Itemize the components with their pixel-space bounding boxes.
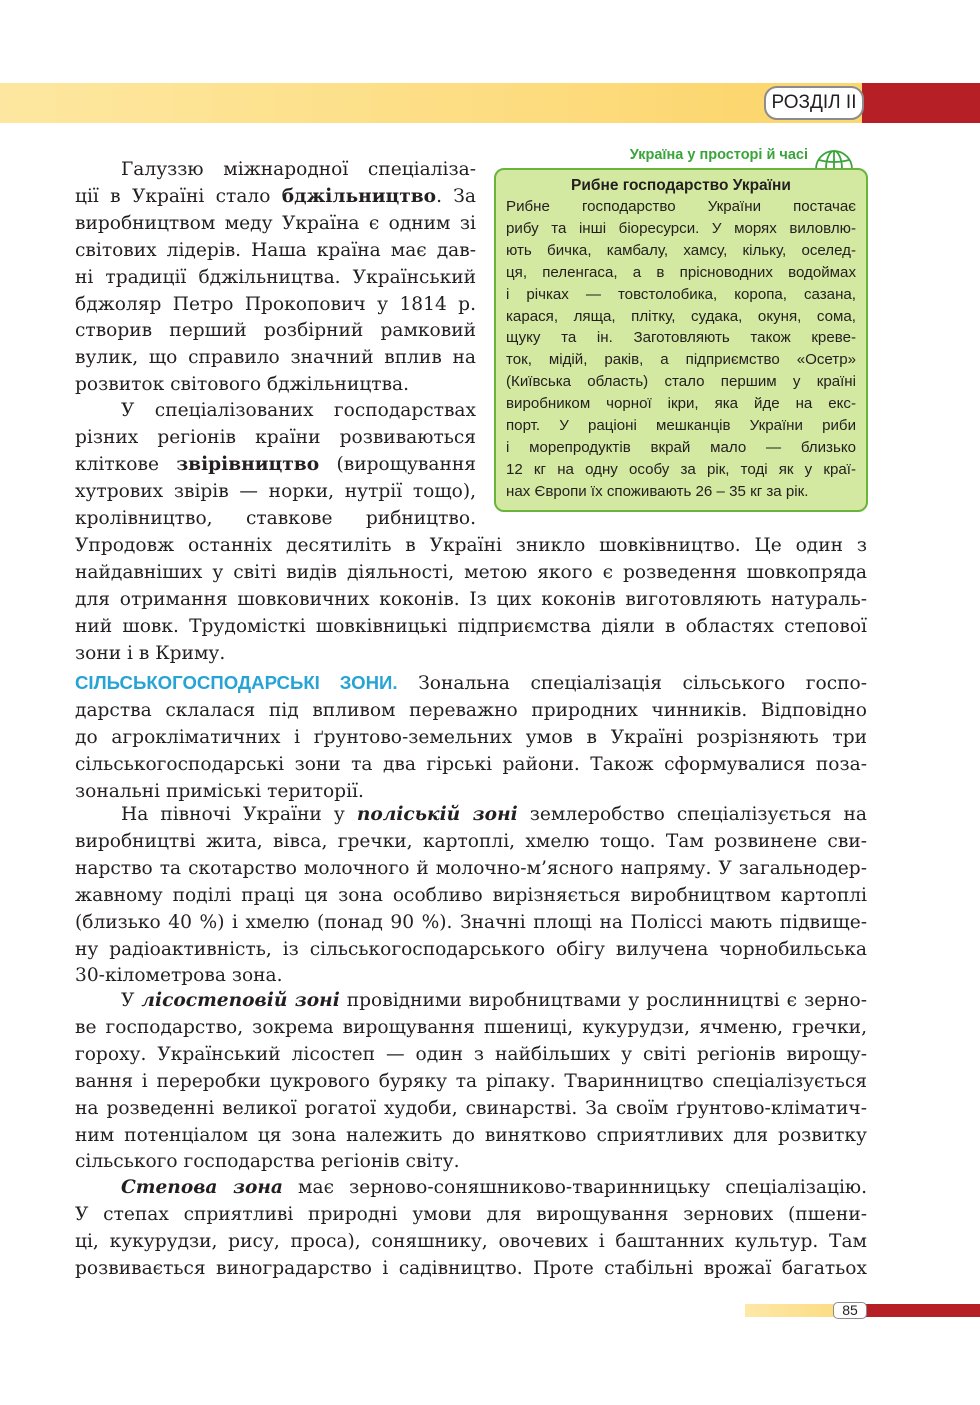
text-line: виробництвом меду Україна є одним зі (75, 212, 476, 234)
text-line: ції в Україні стало бджільництво. За (75, 185, 476, 207)
sidebar-text-line: нах Європи їх споживають 26 – 35 кг за рік. (506, 482, 809, 500)
text-line: для отримання шовковичних коконів. Із цих коконів виготовляють натураль- (75, 588, 867, 610)
text-line: ний шовк. Трудомісткі шовківницькі підприємства діяли в областях степової (75, 615, 867, 637)
text-line: розвивається виноградарство і садівництво. Проте стабільні врожаї багатьох (75, 1257, 867, 1279)
header-red-band (862, 83, 980, 123)
text-line: створив перший розбірний рамковий (75, 320, 476, 342)
sidebar-text-line: виробником чорної ікри, яка йде на екс- (506, 395, 856, 413)
text-line: на розведенні великої рогатої худоби, свинарстві. За своїм ґрунтово-кліматич- (75, 1097, 867, 1119)
text-line: кліткове звірівництво (вирощування (75, 453, 476, 475)
paragraph-specialized-farms-narrow (75, 398, 476, 533)
text-line: кролівництво, ставкове рибництво. (75, 507, 476, 529)
text-line: вання і переробки цукрового буряку та ріпаку. Тваринництво спеціалізується (75, 1070, 867, 1092)
term-polissia-zone: поліській зоні (356, 804, 518, 825)
text-line: світових лідерів. Наша країна має дав- (75, 239, 476, 261)
text-line: до агрокліматичних і ґрунтово-земельних умов в Україні розрізняють три (75, 726, 867, 748)
text-line: ні традиції бджільництва. Український (75, 266, 476, 288)
text-line: СІЛЬСЬКОГОСПОДАРСЬКІ ЗОНИ. Зональна спеціалізація сільського госпо- (75, 672, 867, 694)
text-line: хутрових звірів — норки, нутрії тощо), (75, 480, 476, 502)
term-steppe-zone: Степова зона (121, 1177, 283, 1198)
paragraph-specialized-farms-wide (75, 533, 867, 668)
text-line: 30-кілометрова зона. (75, 965, 283, 987)
text-line: Упродовж останніх десятиліть в Україні зникло шовківництво. Це один з (75, 535, 867, 556)
text-line: У спеціалізованих господарствах (121, 400, 476, 421)
sidebar-text (506, 196, 856, 503)
section-heading: СІЛЬСЬКОГОСПОДАРСЬКІ ЗОНИ. (75, 672, 398, 693)
text-line: бджоляр Петро Прокопович у 1814 р. (75, 293, 476, 315)
sidebar-text-line: (Київська область) стало першим у країні (506, 373, 856, 391)
sidebar-text-line: ця, пеленгаса, а в прісноводних водоймах (506, 263, 856, 281)
term-fur-farming: звірівництво (176, 453, 320, 475)
sidebar-title: Рибне господарство України (571, 177, 791, 194)
text-line: У степах сприятливі природні умови для вирощування зернових (пшени- (75, 1203, 867, 1225)
text-line: ну радіоактивність, із сільськогосподарського обігу вилучена чорнобильська (75, 938, 867, 960)
text-line: різних регіонів країни розвиваються (75, 426, 476, 448)
text-line: нарство та скотарство молочного й молочно-м’ясного напряму. У загальнодер- (75, 857, 867, 879)
text-line: На півночі України у поліській зоні землеробство спеціалізується на (121, 804, 867, 825)
footer-red-band (866, 1304, 980, 1317)
term-forest-steppe-zone: лісостеповій зоні (141, 990, 340, 1011)
section-label: РОЗДІЛ ІІ (764, 86, 864, 120)
text-line: зони і в Криму. (75, 642, 226, 664)
page-number: 85 (833, 1302, 867, 1319)
sidebar-text-line: порт. У раціоні мешканців України риби (506, 417, 856, 435)
sidebar-text-line: і річках — товстолобика, коропа, сазана, (506, 285, 856, 303)
text-line: розвиток світового бджільництва. (75, 374, 410, 396)
text-line: гороху. Український лісостеп — один з найбільших у світі регіонів вирощу- (75, 1043, 867, 1065)
text-line: сільського господарства регіонів світу. (75, 1151, 460, 1173)
sidebar-rubric-label: Україна у просторі й часі (629, 147, 808, 163)
text-line: зональні приміські території. (75, 780, 364, 802)
sidebar-box (494, 168, 868, 512)
term-beekeeping: бджільництво (281, 185, 437, 207)
sidebar-text-line: і морепродуктів вкрай мало — близько (506, 438, 856, 456)
sidebar-text-line: щуку та ін. Заготовляють також креве- (506, 329, 856, 347)
text-line: сільськогосподарські зони та два гірські райони. Також сформувалися поза- (75, 753, 867, 775)
text-line: найдавніших у світі видів діяльності, метою якого є розведення шовкопряда (75, 561, 867, 583)
text-line: ці, кукурудзи, рису, проса), соняшнику, овочевих і баштанних культур. Там (75, 1230, 867, 1252)
text-line: ве господарство, зокрема вирощування пшениці, кукурудзи, ячменю, гречки, (75, 1016, 867, 1038)
text-line: жавному поділі праці ця зона особливо вирізняється виробництвом картоплі (75, 884, 867, 906)
text-line: дарства склалася під впливом переважно природних чинників. Відповідно (75, 699, 867, 721)
sidebar-text-line: 12 кг на одну особу за рік, тоді як у краї- (506, 460, 856, 478)
sidebar-text-line: ток, мідій, раків, а підприємство «Осетр» (506, 351, 856, 369)
text-line: У лісостеповій зоні провідними виробництвами у рослинництві є зерно- (121, 990, 867, 1011)
text-line: Галуззю міжнародної спеціаліза- (121, 159, 476, 180)
paragraph-polissia-zone (75, 802, 867, 990)
paragraph-agricultural-zones (75, 670, 867, 806)
text-line: виробництві жита, вівса, гречки, картоплі, хмелю тощо. Там розвинене сви- (75, 830, 867, 852)
paragraph-beekeeping (75, 157, 476, 399)
sidebar-text-line: рибу та інші біоресурси. У морях виловлю- (506, 219, 856, 237)
paragraph-forest-steppe-zone (75, 988, 867, 1176)
sidebar-text-line: ють бичка, камбалу, хамсу, кільку, оселед- (506, 241, 856, 259)
sidebar-text-line: карася, ляща, плітку, судака, окуня, сома, (506, 307, 856, 325)
text-line: ним потенціалом ця зона належить до винятково сприятливих для розвитку (75, 1124, 867, 1146)
text-line: Степова зона має зерново-соняшниково-тваринницьку спеціалізацію. (121, 1177, 868, 1198)
sidebar-text-line: Рибне господарство України постачає (506, 198, 856, 215)
text-line: вулик, що справило значний вплив на (75, 347, 476, 369)
paragraph-steppe-zone (75, 1175, 867, 1283)
text-line: (близько 40 %) і хмелю (понад 90 %). Значні площі на Поліссі мають підвище- (75, 911, 867, 933)
